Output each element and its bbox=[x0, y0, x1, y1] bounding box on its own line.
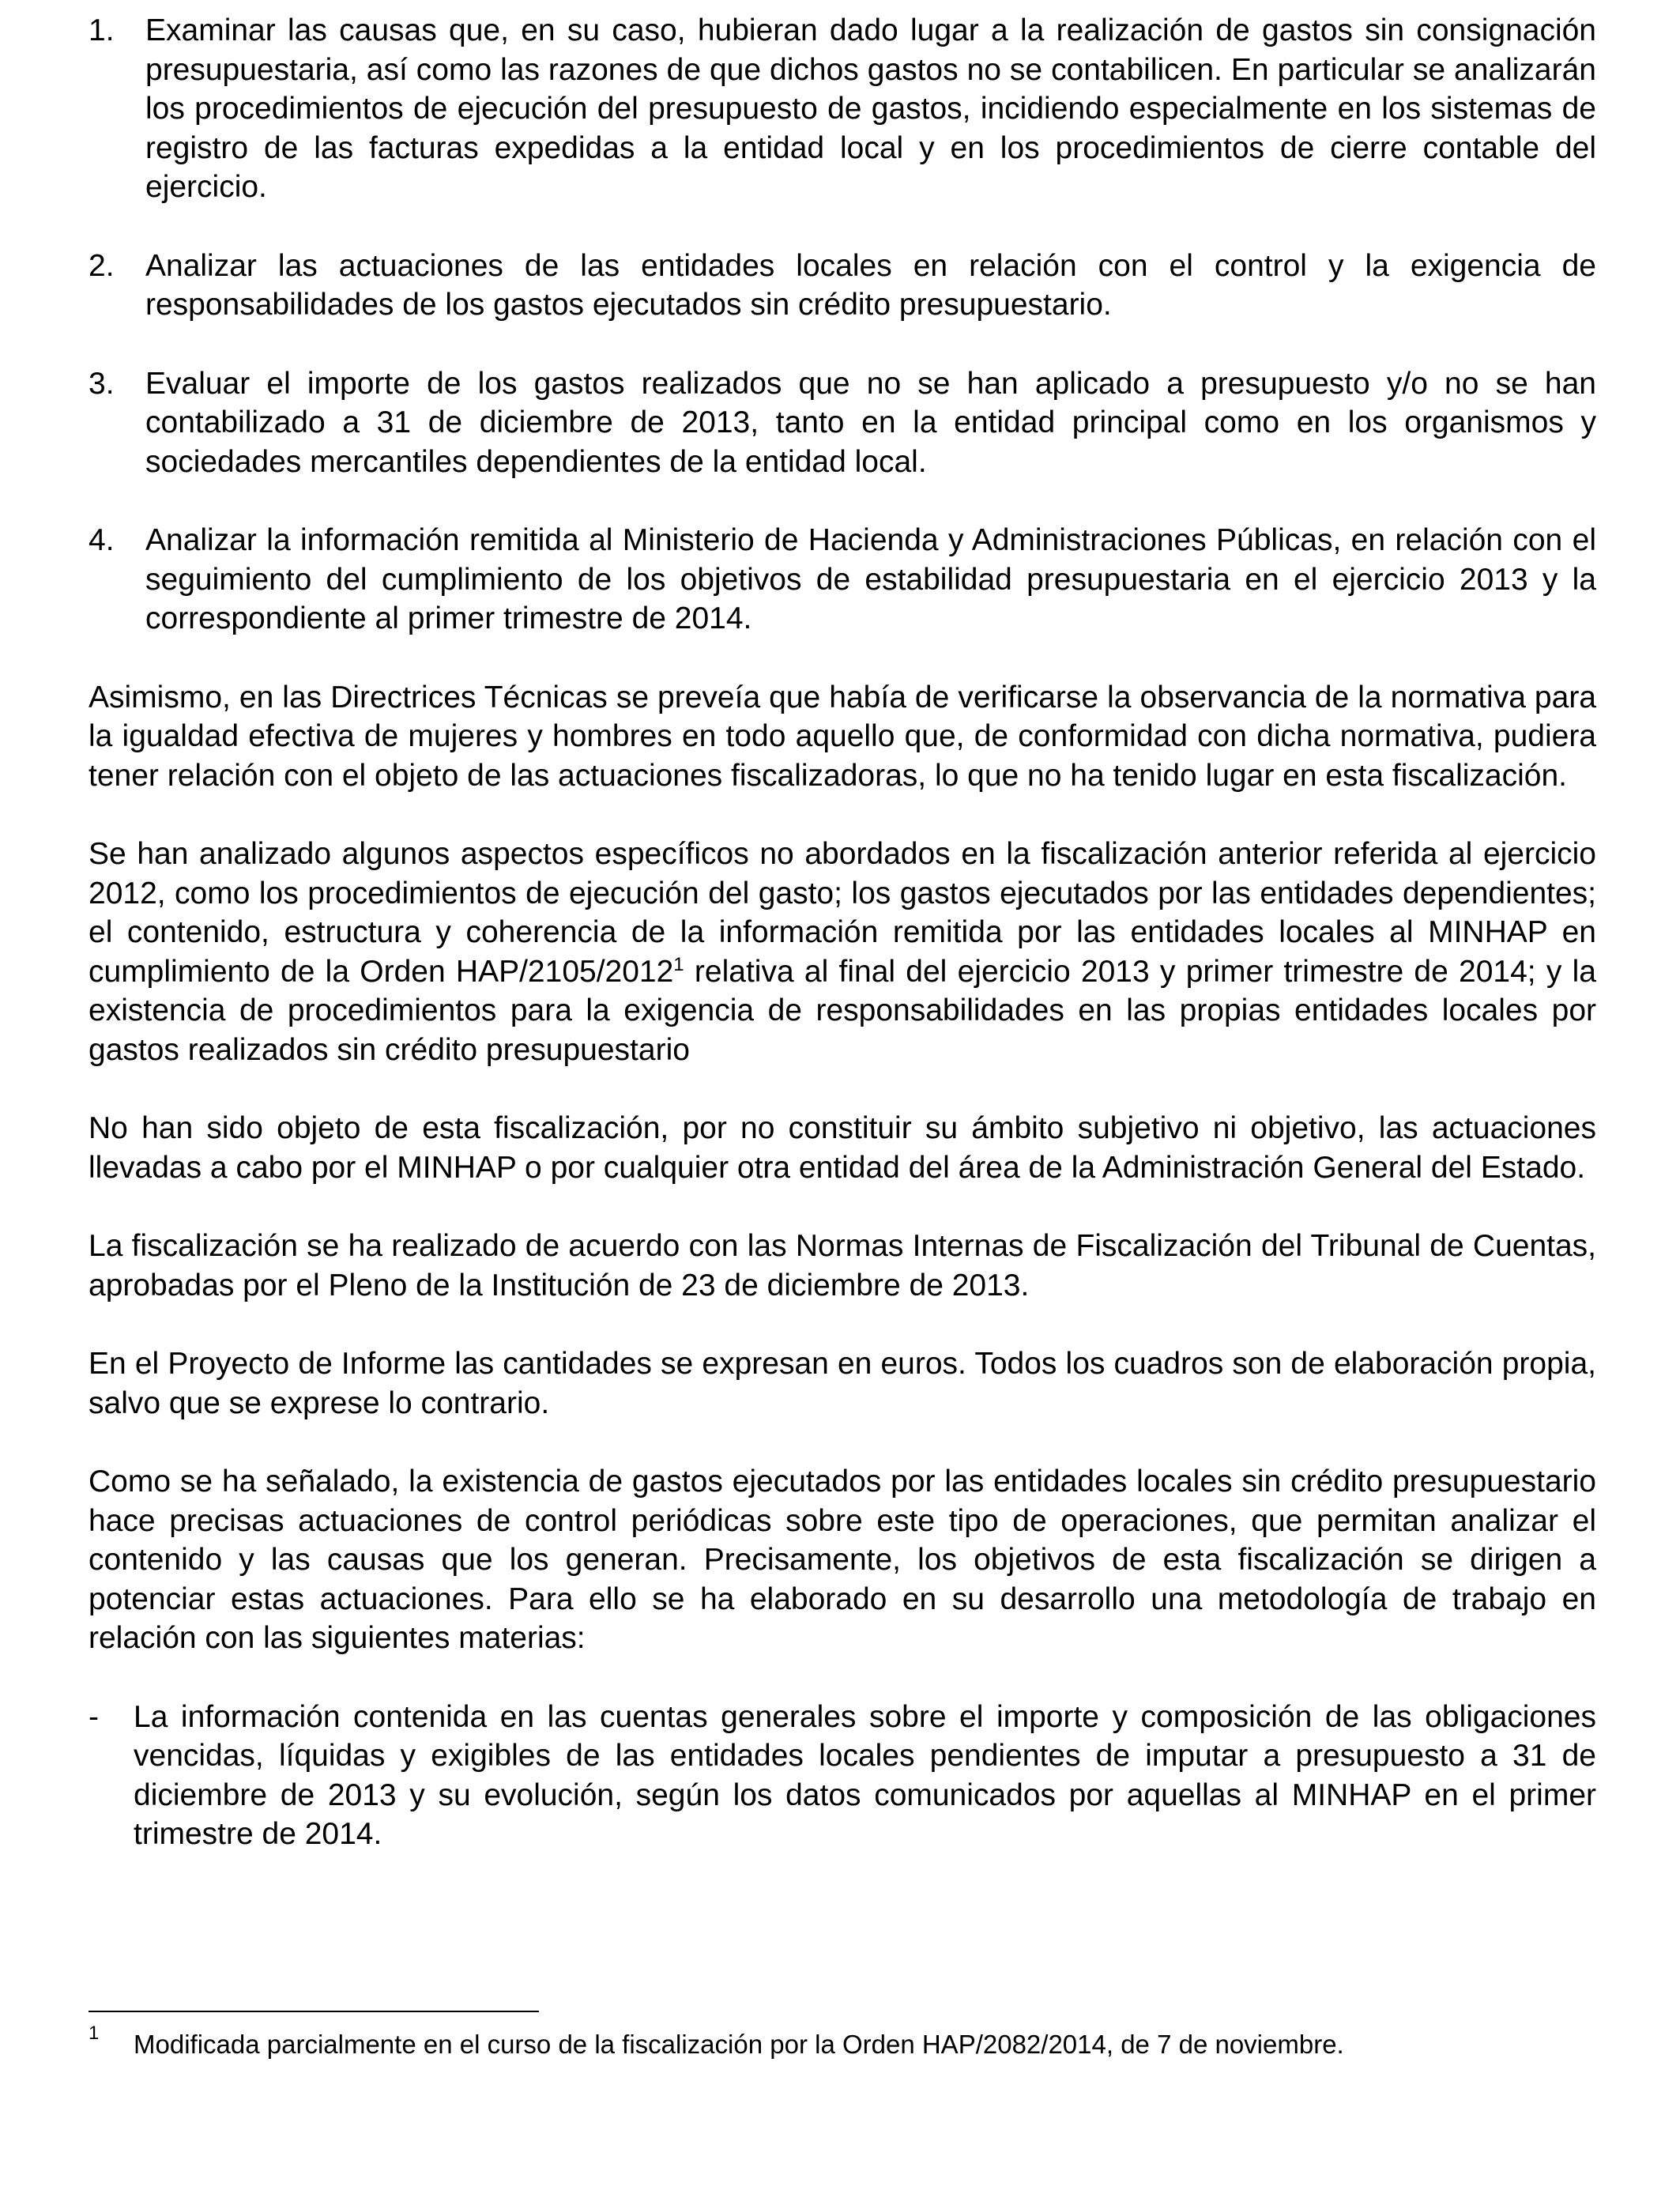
body-text bbox=[89, 11, 1596, 1854]
list-marker: - bbox=[89, 1699, 99, 1734]
paragraph-metodologia: Como se ha señalado, la existencia de gastos ejecutados por las entidades locales sin crédito presupuestario hace precisas actuaciones de control periódicas sobre este tipo de operaciones, que permitan analizar el contenido y las causas que los generan. Precisamente, los objetivos de esta fiscalización se dirigen a potenciar estas actuaciones. Para ello se ha elaborado en su desarrollo una metodología de trabajo en relación con las siguientes materias: bbox=[89, 1465, 1596, 1655]
list-item-text: Analizar las actuaciones de las entidades locales en relación con el control y la exigencia de responsabilidades de los gastos ejecutados sin crédito presupuestario. bbox=[145, 248, 1596, 322]
dash-list-item bbox=[89, 1698, 1596, 1854]
paragraph-cantidades: En el Proyecto de Informe las cantidades se expresan en euros. Todos los cuadros son de elaboración propia, salvo que se exprese lo contrario. bbox=[89, 1347, 1596, 1420]
list-number: 2. bbox=[89, 248, 115, 283]
footnote-text: Modificada parcialmente en el curso de la fiscalización por la Orden HAP/2082/2014, de 7 de noviembre. bbox=[134, 2030, 1344, 2059]
list-number: 4. bbox=[89, 523, 115, 557]
list-item-text: Analizar la información remitida al Ministerio de Hacienda y Administraciones Públicas, en relación con el seguimiento del cumplimiento de los objetivos de estabilidad presupuestaria en el ejercicio 2013 y la correspondiente al primer trimestre de 2014. bbox=[145, 523, 1596, 635]
footnote-reference: 1 bbox=[673, 953, 684, 975]
list-item-text: Evaluar el importe de los gastos realizados que no se han aplicado a presupuesto y/o no se han contabilizado a 31 de diciembre de 2013, tanto en la entidad principal como en los organismos y sociedades mercantiles dependientes de la entidad local. bbox=[145, 366, 1596, 479]
numbered-list-item bbox=[89, 521, 1596, 639]
list-item-text: La información contenida en las cuentas generales sobre el importe y composición de las obligaciones vencidas, líquidas y exigibles de las entidades locales pendientes de imputar a presupuesto a 31 de diciembre de 2013 y su evolución, según los datos comunicados por aquellas al MINHAP en el primer trimestre de 2014. bbox=[134, 1699, 1596, 1851]
numbered-list-item bbox=[89, 11, 1596, 207]
list-item-text: Examinar las causas que, en su caso, hubieran dado lugar a la realización de gastos sin consignación presupuestaria, así como las razones de que dichos gastos no se contabilicen. En particular se analizarán los procedimientos de ejecución del presupuesto de gastos, incidiendo especialmente en los sistemas de registro de las facturas expedidas a la entidad local y en los procedimientos de cierre contable del ejercicio. bbox=[145, 13, 1596, 204]
numbered-list-item bbox=[89, 247, 1596, 325]
paragraph-ambito: No han sido objeto de esta fiscalización, por no constituir su ámbito subjetivo ni objetivo, las actuaciones llevadas a cabo por el MINHAP o por cualquier otra entidad del área de la Administración General del Estado. bbox=[89, 1111, 1596, 1185]
list-number: 1. bbox=[89, 13, 115, 47]
paragraph-text: relativa al final del ejercicio 2013 y primer trimestre de 2014; y la existencia de procedimientos para la exigencia de responsabilidades en las propias entidades locales por gastos realizados sin crédito presupuestario bbox=[89, 954, 1596, 1067]
paragraph-aspectos-analizados bbox=[89, 835, 1596, 1069]
list-number: 3. bbox=[89, 366, 115, 401]
paragraph-directrices: Asimismo, en las Directrices Técnicas se preveía que había de verificarse la observancia de la normativa para la igualdad efectiva de mujeres y hombres en todo aquello que, de conformidad con dicha normativa, pudiera tener relación con el objeto de las actuaciones fiscalizadoras, lo que no ha tenido lugar en esta fiscalización. bbox=[89, 680, 1596, 793]
footnote-separator bbox=[89, 2011, 539, 2012]
footnote bbox=[89, 2022, 1596, 2061]
paragraph-normas: La fiscalización se ha realizado de acuerdo con las Normas Internas de Fiscalización del Tribunal de Cuentas, aprobadas por el Pleno de la Institución de 23 de diciembre de 2013. bbox=[89, 1229, 1596, 1302]
footnote-mark: 1 bbox=[89, 2022, 100, 2044]
numbered-list-item bbox=[89, 364, 1596, 482]
paragraph-text: Se han analizado algunos aspectos específicos no abordados en la fiscalización anterior referida al ejercicio 2012, como los procedimientos de ejecución del gasto; los gastos ejecutados por las entidades dependientes; el contenido, estructura y coherencia de la información remitida por las entidades locales al MINHAP en cumplimiento de la Orden HAP/2105/2012 bbox=[89, 837, 1596, 989]
